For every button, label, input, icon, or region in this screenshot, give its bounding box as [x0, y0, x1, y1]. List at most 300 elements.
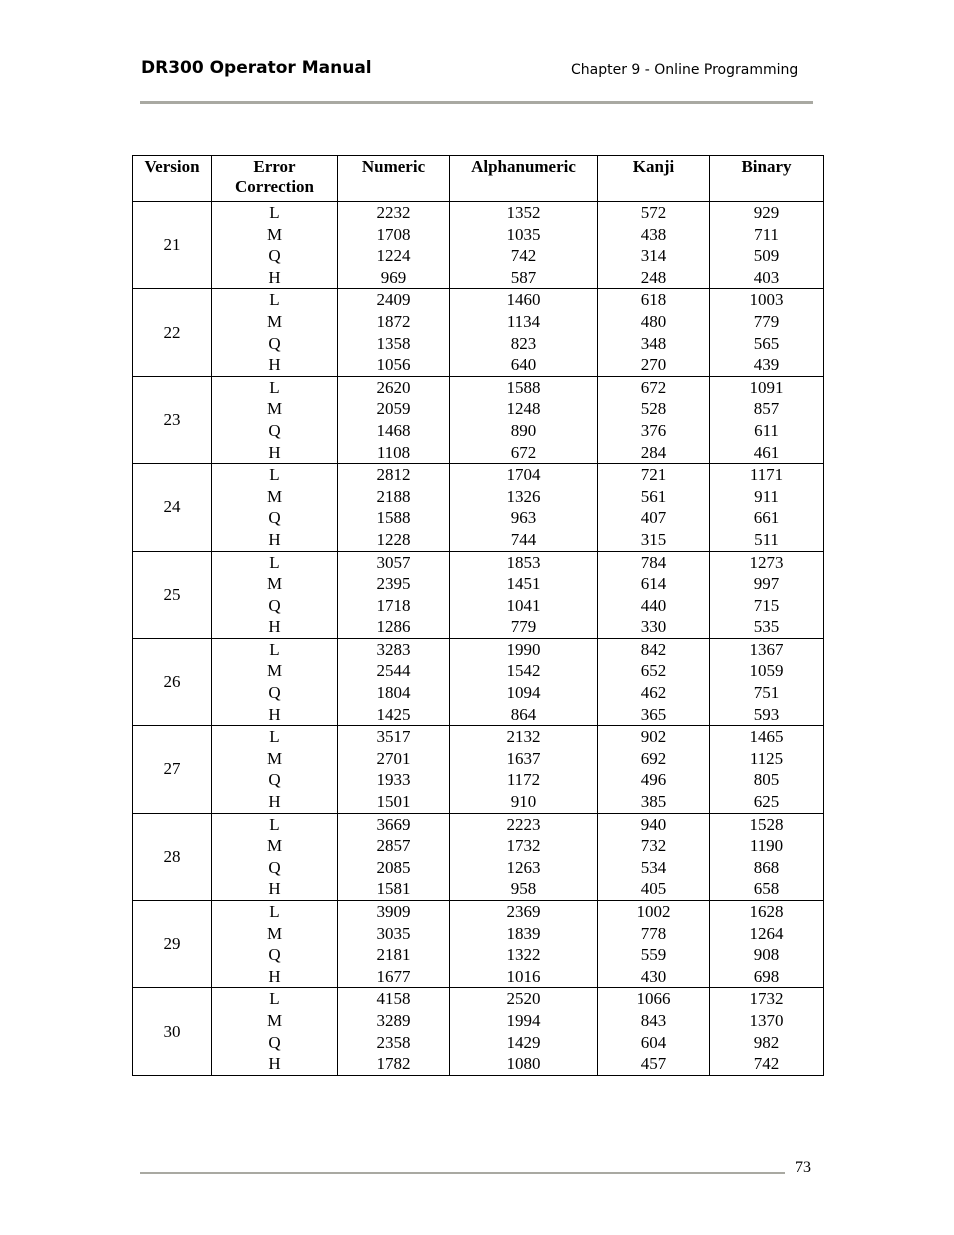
cell-value: 672	[510, 442, 537, 462]
cell-value: 2544	[376, 661, 411, 681]
cell-value: 658	[753, 879, 780, 899]
cell-value: 2520	[506, 989, 541, 1009]
cell-value: 910	[510, 792, 537, 812]
kanji-cell	[598, 988, 710, 1075]
value-stack	[450, 377, 597, 463]
value-stack	[450, 988, 597, 1074]
binary-cell	[710, 813, 824, 900]
cell-value: M	[266, 224, 283, 244]
alphanumeric-cell	[450, 726, 598, 813]
cell-value: 1677	[376, 966, 411, 986]
cell-value: 565	[753, 333, 780, 353]
value-stack	[450, 814, 597, 900]
cell-value: L	[269, 203, 280, 222]
kanji-cell	[598, 376, 710, 463]
value-stack	[598, 988, 709, 1074]
value-stack	[710, 901, 823, 987]
document-title: DR300 Operator Manual	[141, 58, 372, 78]
cell-value: 1322	[506, 945, 541, 965]
cell-value: 1704	[506, 465, 541, 485]
footer-divider	[140, 1172, 785, 1174]
error-correction-cell	[212, 726, 338, 813]
error-correction-cell	[212, 464, 338, 551]
column-header-kanji: Kanji	[598, 156, 710, 202]
value-stack	[212, 202, 337, 288]
numeric-cell	[338, 464, 450, 551]
cell-value: 721	[640, 465, 667, 485]
cell-value: 742	[510, 246, 537, 266]
cell-value: H	[268, 966, 281, 986]
cell-value: 385	[640, 792, 667, 812]
cell-value: 1782	[376, 1054, 411, 1074]
cell-value: M	[266, 1010, 283, 1030]
binary-cell	[710, 376, 824, 463]
cell-value: 1041	[506, 595, 541, 615]
cell-value: 534	[640, 857, 667, 877]
cell-value: 1528	[749, 814, 784, 834]
cell-value: L	[269, 552, 280, 572]
cell-value: 1080	[506, 1054, 541, 1074]
value-stack	[338, 289, 449, 375]
value-stack	[212, 377, 337, 463]
value-stack	[338, 377, 449, 463]
cell-value: 314	[640, 246, 667, 266]
alphanumeric-cell	[450, 551, 598, 638]
cell-value: 751	[753, 683, 780, 703]
cell-value: 1732	[506, 836, 541, 856]
kanji-cell	[598, 638, 710, 725]
cell-value: 1125	[749, 748, 784, 768]
kanji-cell	[598, 464, 710, 551]
table-body	[133, 202, 824, 1076]
cell-value: 509	[753, 246, 780, 266]
qr-capacity-table	[132, 155, 824, 1076]
cell-value: 1804	[376, 683, 411, 703]
cell-value: M	[266, 923, 283, 943]
cell-value: 1286	[376, 617, 411, 637]
cell-value: 365	[640, 704, 667, 724]
cell-value: 457	[640, 1054, 667, 1074]
cell-value: M	[266, 311, 283, 331]
cell-value: 1501	[376, 792, 411, 812]
cell-value: L	[269, 727, 280, 747]
cell-value: 864	[510, 704, 537, 724]
cell-value: H	[268, 792, 281, 812]
binary-cell	[710, 202, 824, 289]
cell-value: M	[266, 574, 283, 594]
cell-value: 1839	[506, 923, 541, 943]
cell-value: H	[268, 704, 281, 724]
value-stack	[450, 464, 597, 550]
cell-value: 430	[640, 966, 667, 986]
cell-value: 480	[640, 311, 667, 331]
cell-value: 1425	[376, 704, 411, 724]
cell-value: 1588	[506, 377, 541, 397]
cell-value: 2812	[376, 465, 411, 485]
cell-value: 248	[640, 267, 667, 287]
table-row	[133, 376, 824, 463]
binary-cell	[710, 901, 824, 988]
cell-value: Q	[268, 857, 281, 877]
cell-value: 3289	[376, 1010, 411, 1030]
version-cell: 28	[133, 813, 212, 900]
numeric-cell	[338, 726, 450, 813]
table-row	[133, 901, 824, 988]
cell-value: 1718	[376, 595, 411, 615]
cell-value: 1094	[506, 683, 541, 703]
cell-value: L	[269, 814, 280, 834]
table-row	[133, 813, 824, 900]
cell-value: 640	[510, 355, 537, 375]
numeric-cell	[338, 376, 450, 463]
cell-value: Q	[268, 945, 281, 965]
cell-value: Q	[268, 508, 281, 528]
cell-value: 843	[640, 1010, 667, 1030]
value-stack	[338, 814, 449, 900]
value-stack	[710, 988, 823, 1074]
cell-value: 692	[640, 748, 667, 768]
cell-value: 1035	[506, 224, 541, 244]
cell-value: 823	[510, 333, 537, 353]
cell-value: 742	[753, 1054, 780, 1074]
cell-value: 611	[754, 420, 779, 440]
cell-value: 559	[640, 945, 667, 965]
value-stack	[598, 726, 709, 812]
cell-value: 376	[640, 420, 667, 440]
header-divider	[140, 101, 813, 104]
value-stack	[598, 377, 709, 463]
chapter-title: Chapter 9 - Online Programming	[571, 62, 799, 78]
binary-cell	[710, 464, 824, 551]
cell-value: 1465	[749, 727, 784, 747]
cell-value: 1172	[506, 770, 541, 790]
cell-value: 698	[753, 966, 780, 986]
cell-value: 1264	[749, 923, 784, 943]
value-stack	[710, 289, 823, 375]
value-stack	[212, 552, 337, 638]
cell-value: 1429	[506, 1032, 541, 1052]
cell-value: 2188	[376, 486, 411, 506]
cell-value: 779	[753, 311, 780, 331]
value-stack	[710, 202, 823, 288]
alphanumeric-cell	[450, 813, 598, 900]
cell-value: L	[269, 902, 280, 921]
alphanumeric-cell	[450, 464, 598, 551]
cell-value: 2395	[376, 574, 411, 594]
cell-value: 868	[753, 857, 780, 877]
cell-value: 1370	[749, 1010, 784, 1030]
value-stack	[710, 814, 823, 900]
numeric-cell	[338, 988, 450, 1075]
value-stack	[450, 726, 597, 812]
value-stack	[450, 289, 597, 375]
value-stack	[338, 552, 449, 638]
error-correction-cell	[212, 551, 338, 638]
cell-value: 672	[640, 377, 667, 397]
cell-value: 1171	[749, 465, 784, 485]
binary-cell	[710, 289, 824, 376]
cell-value: 1708	[376, 224, 411, 244]
error-correction-cell	[212, 202, 338, 289]
cell-value: L	[269, 377, 280, 397]
cell-value: M	[266, 399, 283, 419]
error-correction-cell	[212, 376, 338, 463]
numeric-cell	[338, 551, 450, 638]
cell-value: 438	[640, 224, 667, 244]
cell-value: H	[268, 1054, 281, 1074]
numeric-cell	[338, 901, 450, 988]
cell-value: 315	[640, 529, 667, 549]
cell-value: L	[269, 639, 280, 659]
cell-value: 1853	[506, 552, 541, 572]
cell-value: H	[268, 617, 281, 637]
cell-value: 403	[753, 267, 780, 287]
cell-value: 3057	[376, 552, 411, 572]
cell-value: 1224	[376, 246, 411, 266]
cell-value: 963	[510, 508, 537, 528]
column-header-error-correction: Error Correction	[212, 156, 338, 202]
cell-value: 982	[753, 1032, 780, 1052]
cell-value: 744	[510, 529, 537, 549]
cell-value: 732	[640, 836, 667, 856]
cell-value: 661	[753, 508, 780, 528]
cell-value: 604	[640, 1032, 667, 1052]
value-stack	[338, 988, 449, 1074]
page-number: 73	[795, 1159, 811, 1176]
kanji-cell	[598, 289, 710, 376]
value-stack	[338, 202, 449, 288]
cell-value: 1091	[749, 377, 784, 397]
cell-value: 1263	[506, 857, 541, 877]
kanji-cell	[598, 202, 710, 289]
version-cell: 27	[133, 726, 212, 813]
value-stack	[598, 814, 709, 900]
cell-value: Q	[268, 420, 281, 440]
cell-value: 3669	[376, 814, 411, 834]
cell-value: 1056	[376, 355, 411, 375]
cell-value: Q	[268, 770, 281, 790]
column-header-alphanumeric: Alphanumeric	[450, 156, 598, 202]
kanji-cell	[598, 551, 710, 638]
cell-value: 805	[753, 770, 780, 790]
value-stack	[598, 202, 709, 288]
alphanumeric-cell	[450, 202, 598, 289]
cell-value: 929	[753, 203, 780, 222]
value-stack	[450, 901, 597, 987]
cell-value: 1134	[506, 311, 541, 331]
kanji-cell	[598, 813, 710, 900]
cell-value: 911	[754, 486, 779, 506]
value-stack	[212, 901, 337, 987]
value-stack	[710, 552, 823, 638]
cell-value: 2059	[376, 399, 411, 419]
cell-value: 2409	[376, 290, 411, 310]
cell-value: 711	[754, 224, 779, 244]
cell-value: 1059	[749, 661, 784, 681]
cell-value: 2369	[506, 902, 541, 921]
value-stack	[450, 552, 597, 638]
cell-value: 857	[753, 399, 780, 419]
cell-value: 890	[510, 420, 537, 440]
cell-value: M	[266, 661, 283, 681]
cell-value: 940	[640, 814, 667, 834]
value-stack	[212, 814, 337, 900]
value-stack	[710, 464, 823, 550]
table-row	[133, 638, 824, 725]
version-cell: 29	[133, 901, 212, 988]
value-stack	[212, 639, 337, 725]
cell-value: M	[266, 836, 283, 856]
value-stack	[450, 639, 597, 725]
error-correction-cell	[212, 813, 338, 900]
numeric-cell	[338, 289, 450, 376]
cell-value: 1003	[749, 290, 784, 310]
cell-value: L	[269, 465, 280, 485]
cell-value: H	[268, 442, 281, 462]
cell-value: 3909	[376, 902, 411, 921]
table-header-row	[133, 156, 824, 202]
value-stack	[338, 726, 449, 812]
binary-cell	[710, 638, 824, 725]
cell-value: 1108	[376, 442, 411, 462]
cell-value: 1352	[506, 203, 541, 222]
kanji-cell	[598, 901, 710, 988]
binary-cell	[710, 726, 824, 813]
value-stack	[598, 901, 709, 987]
cell-value: 1248	[506, 399, 541, 419]
cell-value: 496	[640, 770, 667, 790]
binary-cell	[710, 988, 824, 1075]
cell-value: 2620	[376, 377, 411, 397]
value-stack	[450, 202, 597, 288]
cell-value: 997	[753, 574, 780, 594]
cell-value: 270	[640, 355, 667, 375]
value-stack	[212, 726, 337, 812]
cell-value: 1002	[636, 902, 671, 921]
cell-value: H	[268, 355, 281, 375]
cell-value: 593	[753, 704, 780, 724]
cell-value: 407	[640, 508, 667, 528]
value-stack	[710, 377, 823, 463]
cell-value: 1460	[506, 290, 541, 310]
cell-value: 348	[640, 333, 667, 353]
cell-value: 535	[753, 617, 780, 637]
value-stack	[710, 726, 823, 812]
cell-value: 902	[640, 727, 667, 747]
cell-value: 1933	[376, 770, 411, 790]
cell-value: 1358	[376, 333, 411, 353]
alphanumeric-cell	[450, 289, 598, 376]
cell-value: 1990	[506, 639, 541, 659]
cell-value: 561	[640, 486, 667, 506]
column-header-version: Version	[133, 156, 212, 202]
cell-value: 1542	[506, 661, 541, 681]
cell-value: 1273	[749, 552, 784, 572]
cell-value: 1994	[506, 1010, 541, 1030]
value-stack	[212, 464, 337, 550]
cell-value: 1637	[506, 748, 541, 768]
value-stack	[338, 639, 449, 725]
cell-value: 969	[380, 267, 407, 287]
value-stack	[710, 639, 823, 725]
cell-value: 330	[640, 617, 667, 637]
cell-value: 440	[640, 595, 667, 615]
cell-value: 779	[510, 617, 537, 637]
table-row	[133, 551, 824, 638]
column-header-numeric: Numeric	[338, 156, 450, 202]
alphanumeric-cell	[450, 988, 598, 1075]
cell-value: 4158	[376, 989, 411, 1009]
cell-value: 1581	[376, 879, 411, 899]
cell-value: 2358	[376, 1032, 411, 1052]
table-row	[133, 988, 824, 1075]
cell-value: 511	[754, 529, 779, 549]
value-stack	[598, 289, 709, 375]
cell-value: 715	[753, 595, 780, 615]
cell-value: 908	[753, 945, 780, 965]
cell-value: 2132	[506, 727, 541, 747]
cell-value: L	[269, 290, 280, 310]
cell-value: 1451	[506, 574, 541, 594]
binary-cell	[710, 551, 824, 638]
cell-value: M	[266, 748, 283, 768]
cell-value: 3283	[376, 639, 411, 659]
cell-value: Q	[268, 683, 281, 703]
value-stack	[598, 639, 709, 725]
cell-value: 958	[510, 879, 537, 899]
cell-value: 2181	[376, 945, 411, 965]
cell-value: 1228	[376, 529, 411, 549]
value-stack	[338, 901, 449, 987]
alphanumeric-cell	[450, 901, 598, 988]
version-cell: 30	[133, 988, 212, 1075]
table-row	[133, 464, 824, 551]
cell-value: 614	[640, 574, 667, 594]
cell-value: 405	[640, 879, 667, 899]
cell-value: 3517	[376, 727, 411, 747]
numeric-cell	[338, 202, 450, 289]
error-correction-cell	[212, 988, 338, 1075]
cell-value: 625	[753, 792, 780, 812]
cell-value: 1588	[376, 508, 411, 528]
cell-value: 572	[640, 203, 667, 222]
cell-value: Q	[268, 333, 281, 353]
cell-value: 462	[640, 683, 667, 703]
cell-value: 1732	[749, 989, 784, 1009]
cell-value: 528	[640, 399, 667, 419]
value-stack	[212, 988, 337, 1074]
cell-value: Q	[268, 1032, 281, 1052]
cell-value: 587	[510, 267, 537, 287]
alphanumeric-cell	[450, 376, 598, 463]
cell-value: H	[268, 529, 281, 549]
cell-value: 1468	[376, 420, 411, 440]
alphanumeric-cell	[450, 638, 598, 725]
version-cell: 26	[133, 638, 212, 725]
cell-value: 784	[640, 552, 667, 572]
cell-value: 2085	[376, 857, 411, 877]
cell-value: 1367	[749, 639, 784, 659]
cell-value: 1016	[506, 966, 541, 986]
cell-value: 2223	[506, 814, 541, 834]
cell-value: 618	[640, 290, 667, 310]
column-header-binary: Binary	[710, 156, 824, 202]
cell-value: M	[266, 486, 283, 506]
cell-value: 1066	[636, 989, 671, 1009]
numeric-cell	[338, 813, 450, 900]
cell-value: H	[268, 879, 281, 899]
cell-value: H	[268, 267, 281, 287]
